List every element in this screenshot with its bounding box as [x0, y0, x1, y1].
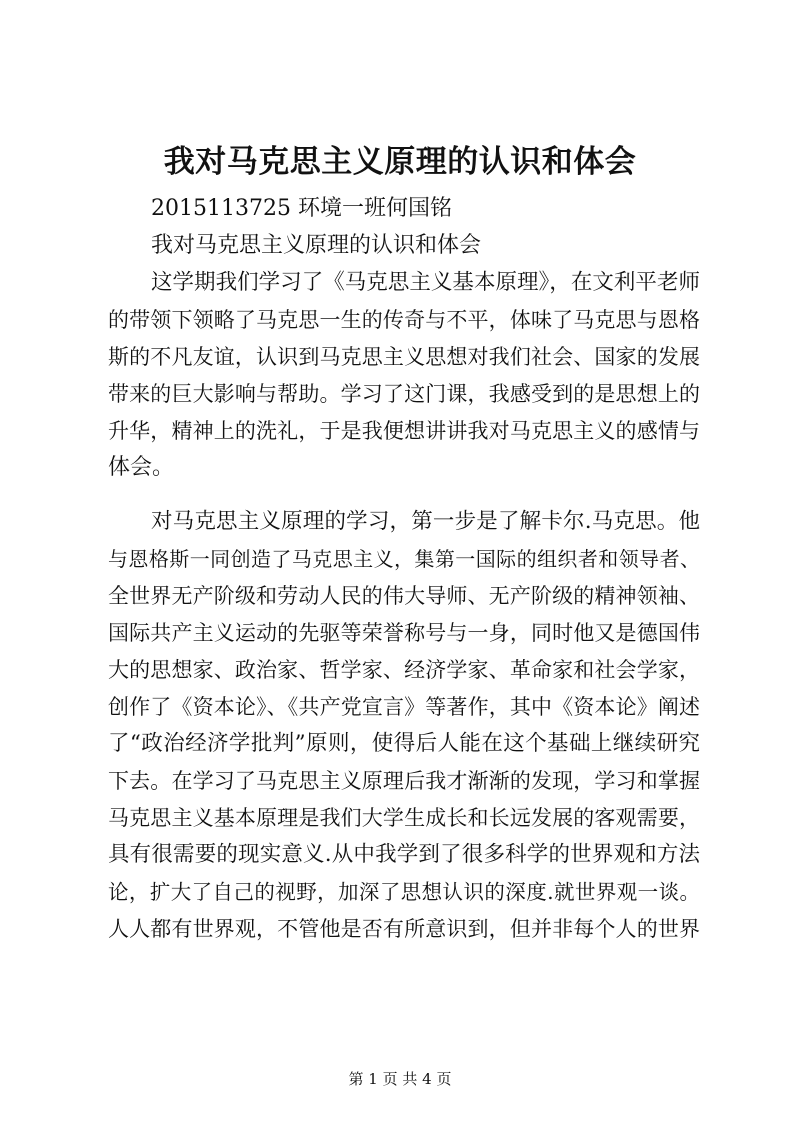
paragraph2-line: 具有很需要的现实意义.从中我学到了很多科学的世界观和方法 — [108, 842, 700, 867]
author-line: 2015113725 环境一班何国铭 — [151, 196, 452, 221]
paragraph1-line: 斯的不凡友谊，认识到马克思主义思想对我们社会、国家的发展 — [108, 345, 700, 369]
paragraph2-line: 论，扩大了自己的视野，加深了思想认识的深度.就世界观一谈。 — [108, 880, 700, 904]
paragraph2-line: 下去。在学习了马克思主义原理后我才渐渐的发现，学习和掌握 — [108, 769, 700, 793]
paragraph1-line: 的带领下领略了马克思一生的传奇与不平，体味了马克思与恩格 — [108, 308, 700, 332]
paragraph2-line: 对马克思主义原理的学习，第一步是了解卡尔.马克思。他 — [151, 509, 700, 534]
paragraph1-line: 这学期我们学习了《马克思主义基本原理》，在文利平老师 — [151, 270, 700, 295]
paragraph1-line: 带来的巨大影响与帮助。学习了这门课，我感受到的是思想上的 — [108, 382, 700, 406]
paragraph1-line: 体会。 — [108, 455, 175, 480]
paragraph2-line: 全世界无产阶级和劳动人民的伟大导师、无产阶级的精神领袖、 — [108, 584, 700, 608]
page-number-footer: 第 1 页 共 4 页 — [348, 1070, 452, 1088]
subtitle-line: 我对马克思主义原理的认识和体会 — [151, 233, 482, 258]
paragraph2-line: 大的思想家、政治家、哲学家、经济学家、革命家和社会学家， — [108, 658, 700, 682]
paragraph2-line: 创作了《资本论》、《共产党宣言》等著作，其中《资本论》阐述 — [108, 695, 700, 719]
paragraph2-line: 马克思主义基本原理是我们大学生成长和长远发展的客观需要， — [108, 806, 700, 830]
paragraph2-line: 人人都有世界观，不管他是否有所意识到，但并非每个人的世界 — [108, 917, 700, 941]
paragraph2-line: 国际共产主义运动的先驱等荣誉称号与一身，同时他又是德国伟 — [108, 621, 700, 645]
document-title: 我对马克思主义原理的认识和体会 — [163, 144, 637, 180]
paragraph1-line: 升华，精神上的洗礼，于是我便想讲讲我对马克思主义的感情与 — [108, 419, 700, 443]
paragraph2-line: 与恩格斯一同创造了马克思主义，集第一国际的组织者和领导者、 — [108, 547, 700, 571]
paragraph2-line: 了“政治经济学批判”原则，使得后人能在这个基础上继续研究 — [108, 731, 700, 756]
